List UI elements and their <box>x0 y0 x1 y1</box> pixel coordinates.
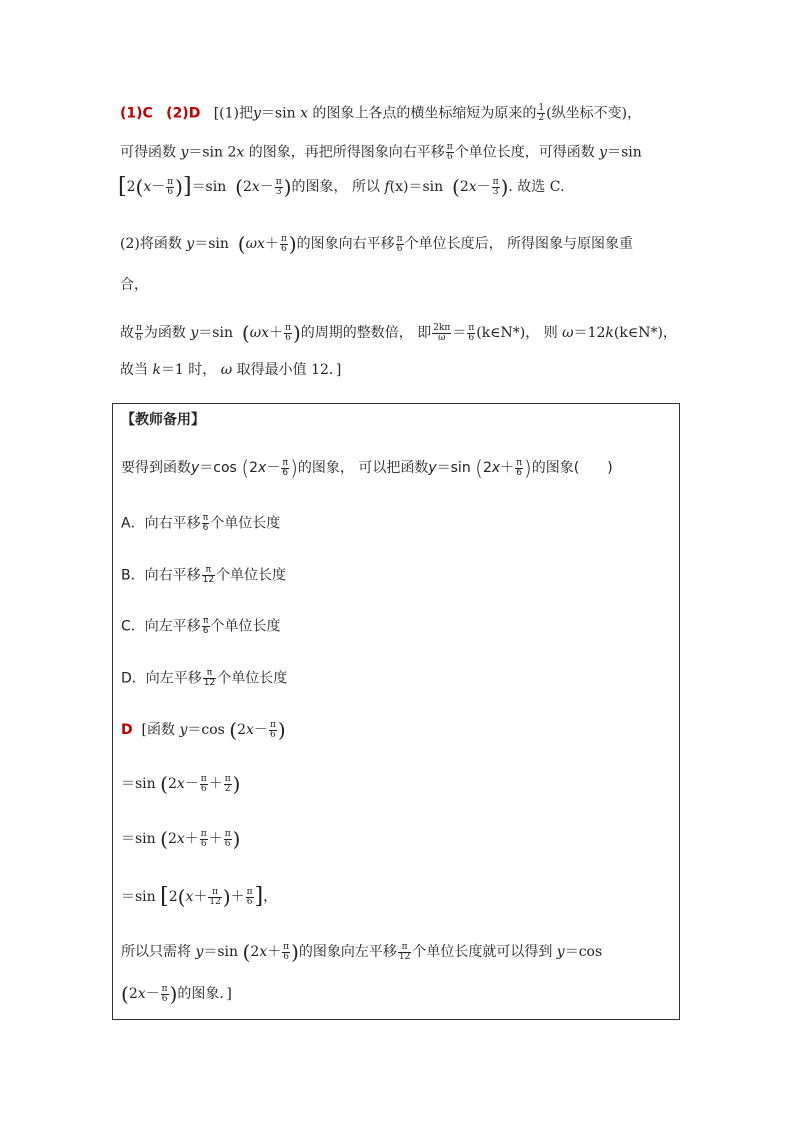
text: y <box>190 325 199 341</box>
text: 的图象， 所以 <box>291 179 385 195</box>
text: 个单位长度后， 所得图象与原图象重 <box>404 236 634 252</box>
text: 的图象向右平移 <box>296 236 395 252</box>
fraction: $\frac{\pi}{6}$ <box>224 828 231 849</box>
sol-line-5: 所以只需将 y＝sin (2x＋ $\frac{\pi}{6}$ )的图象向左平移 $\frac{\pi}{12}$ 个单位长度就可以得到 y＝cos <box>121 940 603 964</box>
teacher-header: 【教师备用】 <box>121 412 205 428</box>
option-a <box>121 514 280 533</box>
text: 合， <box>120 277 148 293</box>
text: ＝cos <box>187 722 230 738</box>
question: 要得到函数y＝cos (2x－ $\frac{\pi}{6}$ )的图象， 可以把函数y＝sin (2x＋ $\frac{\pi}{6}$ )的图象( ) <box>121 456 613 480</box>
text: ＝sin 2 <box>188 144 237 161</box>
text: 个单位长度 <box>216 567 287 584</box>
text: f <box>384 179 390 195</box>
text: 个单位长度 <box>210 515 281 532</box>
sol-line-2: ＝sin (2x－ $\frac{\pi}{6}$ ＋ $\frac{\pi}{2}$ ) <box>121 772 241 796</box>
sol-line-1: D [函数 y＝cos (2x－ $\frac{\pi}{6}$ ) <box>121 718 286 742</box>
solution-line-5 <box>120 278 148 292</box>
fraction: $\frac{2k\pi}{\omega}$ <box>433 322 451 343</box>
fraction: $\frac{\pi}{6}$ <box>200 773 207 794</box>
text: ＝1 时， <box>160 362 221 378</box>
solution-line-2 <box>120 143 642 162</box>
sol-line-3: ＝sin (2x＋ $\frac{\pi}{6}$ ＋ $\frac{\pi}{6}$ ) <box>121 827 241 851</box>
fraction: $\frac{\pi}{12}$ <box>202 565 215 585</box>
text: 的图象上各点的横坐标缩短为原来的 <box>307 105 537 122</box>
text: C．向左平移 <box>121 618 201 635</box>
option-c <box>121 617 281 636</box>
fraction: $\frac{\pi}{6}$ <box>246 886 253 907</box>
text: (k∈N*)， <box>613 325 677 341</box>
text: y <box>179 722 188 738</box>
solution-line-7 <box>120 363 341 377</box>
option-d <box>121 669 287 688</box>
fraction: $\frac{\pi}{6}$ <box>200 828 207 849</box>
text: x <box>236 144 245 161</box>
text: y <box>599 144 608 161</box>
fraction: $\frac{\pi}{6}$ <box>283 941 290 962</box>
text: A．向右平移 <box>121 515 201 532</box>
fraction: $\frac{\pi}{6}$ <box>468 322 475 343</box>
fraction: $\frac{\pi}{12}$ <box>398 941 411 962</box>
text: ＝sin <box>607 144 642 161</box>
text: 个单位长度 <box>210 618 281 635</box>
text: y <box>186 236 195 252</box>
fraction: $\frac{\pi}{2}$ <box>224 773 231 794</box>
text: 故当 <box>120 362 153 378</box>
text: ＝12 <box>573 325 606 341</box>
fraction: $\frac{1}{2}$ <box>538 103 545 123</box>
fraction: $\frac{\pi}{3}$ <box>275 176 282 197</box>
text: k <box>152 362 161 378</box>
fraction: $\frac{\pi}{12}$ <box>203 668 216 688</box>
text: y <box>253 105 261 122</box>
fraction: $\frac{\pi}{6}$ <box>202 616 209 636</box>
text: 的图象向左平移 <box>298 944 397 960</box>
text: 可得函数 <box>120 144 181 161</box>
text: ＝sin <box>260 105 301 122</box>
solution-line-1 <box>120 104 641 123</box>
text: (x)＝sin <box>389 179 448 195</box>
text: ＝sin <box>203 944 243 960</box>
text: 要得到函数 <box>121 460 191 476</box>
answer-2: (2)D <box>166 105 201 122</box>
sol-line-4: ＝sin [2(x＋ $\frac{\pi}{12}$ )＋ $\frac{\pi}{6}$ ]， <box>121 884 278 909</box>
text: (纵坐标不变)， <box>546 105 642 122</box>
teacher-box <box>112 403 680 1020</box>
text: ＝sin <box>194 236 234 252</box>
text: ＝cos <box>199 460 242 476</box>
text: ＝sin <box>191 179 231 195</box>
fraction: $\frac{\pi}{6}$ <box>136 322 142 343</box>
fraction: $\frac{\pi}{6}$ <box>446 142 453 162</box>
sol-line-6: (2x－ $\frac{\pi}{6}$ )的图象．] <box>121 982 232 1006</box>
text: D．向左平移 <box>121 670 202 687</box>
text: 个单位长度，可得函数 <box>454 144 600 161</box>
text: (k∈N*)， 则 <box>476 325 563 341</box>
text: y <box>556 944 565 960</box>
text: y <box>180 144 189 161</box>
text: (2)将函数 <box>120 236 187 252</box>
text: . 故选 C. <box>508 179 565 195</box>
answer-1: (1)C <box>120 105 153 122</box>
text: x <box>300 105 308 122</box>
answer: D <box>121 722 133 738</box>
text: k <box>605 325 614 341</box>
text: ＝sin <box>121 889 161 905</box>
text: ω <box>220 362 233 378</box>
solution-line-6: 故 $\frac{\pi}{6}$ 为函数 y＝sin (ωx＋ $\frac{\pi}{6}$ )的周期的整数倍， 即 $\frac{2k\pi}{\omega}$ ＝ $\frac{\pi}{6}$ (k∈N*)， 则 ω＝12k(k∈N*)， <box>120 321 677 345</box>
text: ＝sin <box>121 831 161 847</box>
text: 所以只需将 <box>121 944 196 960</box>
solution-line-3: [2(x－ $\frac{\pi}{6}$ )]＝sin (2x－ $\frac{\pi}{3}$ )的图象， 所以 f(x)＝sin (2x－ $\frac{\pi}{3}$ ). 故选 C. <box>118 174 565 199</box>
fraction: $\frac{\pi}{6}$ <box>167 176 174 197</box>
text: 故 <box>120 325 134 341</box>
fraction: $\frac{\pi}{6}$ <box>282 457 289 478</box>
text: B．向右平移 <box>121 567 201 584</box>
fraction: $\frac{\pi}{6}$ <box>202 513 209 533</box>
text: 取得最小值 12．] <box>232 362 342 378</box>
option-b <box>121 566 286 585</box>
text: 个单位长度 <box>217 670 288 687</box>
text: ＝sin <box>121 776 161 792</box>
text: [函数 <box>141 722 180 738</box>
fraction: $\frac{\pi}{6}$ <box>280 233 287 254</box>
fraction: $\frac{\pi}{6}$ <box>516 457 522 478</box>
text: y <box>191 460 200 476</box>
fraction: $\frac{\pi}{6}$ <box>285 322 291 343</box>
fraction: $\frac{\pi}{6}$ <box>396 233 403 254</box>
text: ＝sin <box>436 460 476 476</box>
text: 的图象，再把所得图象向右平移 <box>244 144 445 161</box>
fraction: $\frac{\pi}{3}$ <box>492 176 499 197</box>
fraction: $\frac{\pi}{6}$ <box>161 983 168 1004</box>
fraction: $\frac{\pi}{12}$ <box>209 886 221 907</box>
text: 的周期的整数倍， 即 <box>300 325 432 341</box>
text: ＝sin <box>198 325 238 341</box>
text: y <box>428 460 437 476</box>
text: 的图象( ) <box>531 460 613 476</box>
text: [(1)把 <box>213 105 253 122</box>
text: 为函数 <box>143 325 191 341</box>
text: y <box>195 944 204 960</box>
text: ω <box>562 325 574 341</box>
solution-line-4: (2)将函数 y＝sin (ωx＋ $\frac{\pi}{6}$ )的图象向右平移 $\frac{\pi}{6}$ 个单位长度后， 所得图象与原图象重 <box>120 232 634 256</box>
text: 个单位长度就可以得到 <box>412 944 557 960</box>
fraction: $\frac{\pi}{6}$ <box>269 719 276 740</box>
text: 的图象， 可以把函数 <box>297 460 429 476</box>
text: ＝cos <box>564 944 603 960</box>
